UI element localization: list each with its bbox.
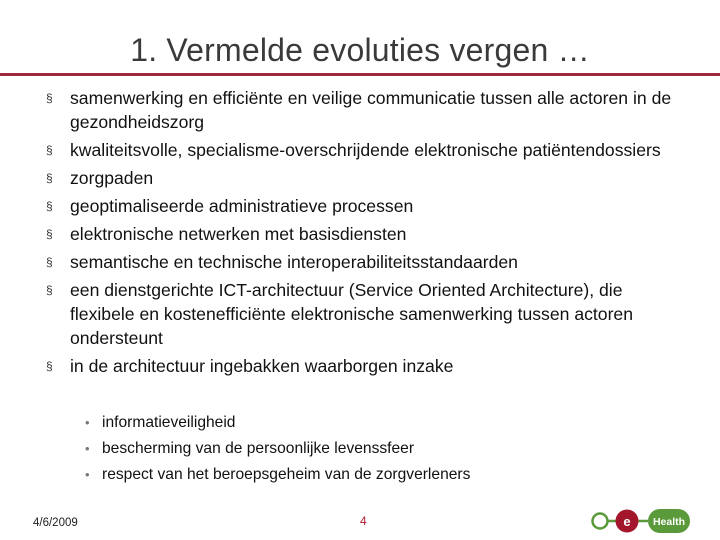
sub-bullet-marker-icon: • <box>85 467 90 482</box>
sub-bullet-marker-icon: • <box>85 415 90 430</box>
logo-word: Health <box>652 516 686 528</box>
bullet-marker-icon: § <box>46 283 53 297</box>
bullet-item <box>46 194 686 218</box>
sub-bullet-text: informatieveiligheid <box>102 414 236 431</box>
bullet-item <box>46 86 686 134</box>
sub-bullet-item <box>82 410 662 436</box>
bullet-text: in de architectuur ingebakken waarborgen inzake <box>70 356 454 376</box>
bullet-marker-icon: § <box>46 199 53 213</box>
sub-bullet-marker-icon: • <box>85 441 90 456</box>
bullet-item <box>46 222 686 246</box>
bullet-text: geoptimaliseerde administratieve processen <box>70 196 414 216</box>
ehealth-logo-icon <box>590 506 692 536</box>
sub-bullet-text: bescherming van de persoonlijke levenssfeer <box>102 440 415 457</box>
bullet-text: kwaliteitsvolle, specialisme-overschrijdende elektronische patiëntendossiers <box>70 140 661 160</box>
bullet-marker-icon: § <box>46 143 53 157</box>
sub-bullet-text: respect van het beroepsgeheim van de zorgverleners <box>102 466 471 483</box>
bullet-text: zorgpaden <box>70 168 154 188</box>
logo-letter: e <box>623 514 631 529</box>
bullet-marker-icon: § <box>46 171 53 185</box>
bullet-text: elektronische netwerken met basisdiensten <box>70 224 407 244</box>
bullet-text: een dienstgerichte ICT-architectuur (Service Oriented Architecture), die flexibele en kostenefficiënte elektronische samenwerking tussen actoren ondersteunt <box>70 280 633 348</box>
bullet-item <box>46 138 686 162</box>
bullet-text: semantische en technische interoperabiliteitsstandaarden <box>70 252 518 272</box>
bullet-item <box>46 354 686 378</box>
bullet-text: samenwerking en efficiënte en veilige communicatie tussen alle actoren in de gezondheidszorg <box>70 88 672 132</box>
page-number: 4 <box>360 514 367 528</box>
sub-bullet-list <box>82 410 662 488</box>
bullet-marker-icon: § <box>46 255 53 269</box>
bullet-marker-icon: § <box>46 359 53 373</box>
title-divider <box>0 73 720 76</box>
bullet-list <box>46 86 686 382</box>
footer-date: 4/6/2009 <box>33 517 78 529</box>
bullet-item <box>46 278 686 350</box>
bullet-item <box>46 166 686 190</box>
bullet-marker-icon: § <box>46 227 53 241</box>
slide-title: 1. Vermelde evoluties vergen … <box>130 32 590 68</box>
logo-ring-icon <box>593 514 608 529</box>
bullet-item <box>46 250 686 274</box>
sub-bullet-item <box>82 436 662 462</box>
sub-bullet-item <box>82 462 662 488</box>
bullet-marker-icon: § <box>46 91 53 105</box>
